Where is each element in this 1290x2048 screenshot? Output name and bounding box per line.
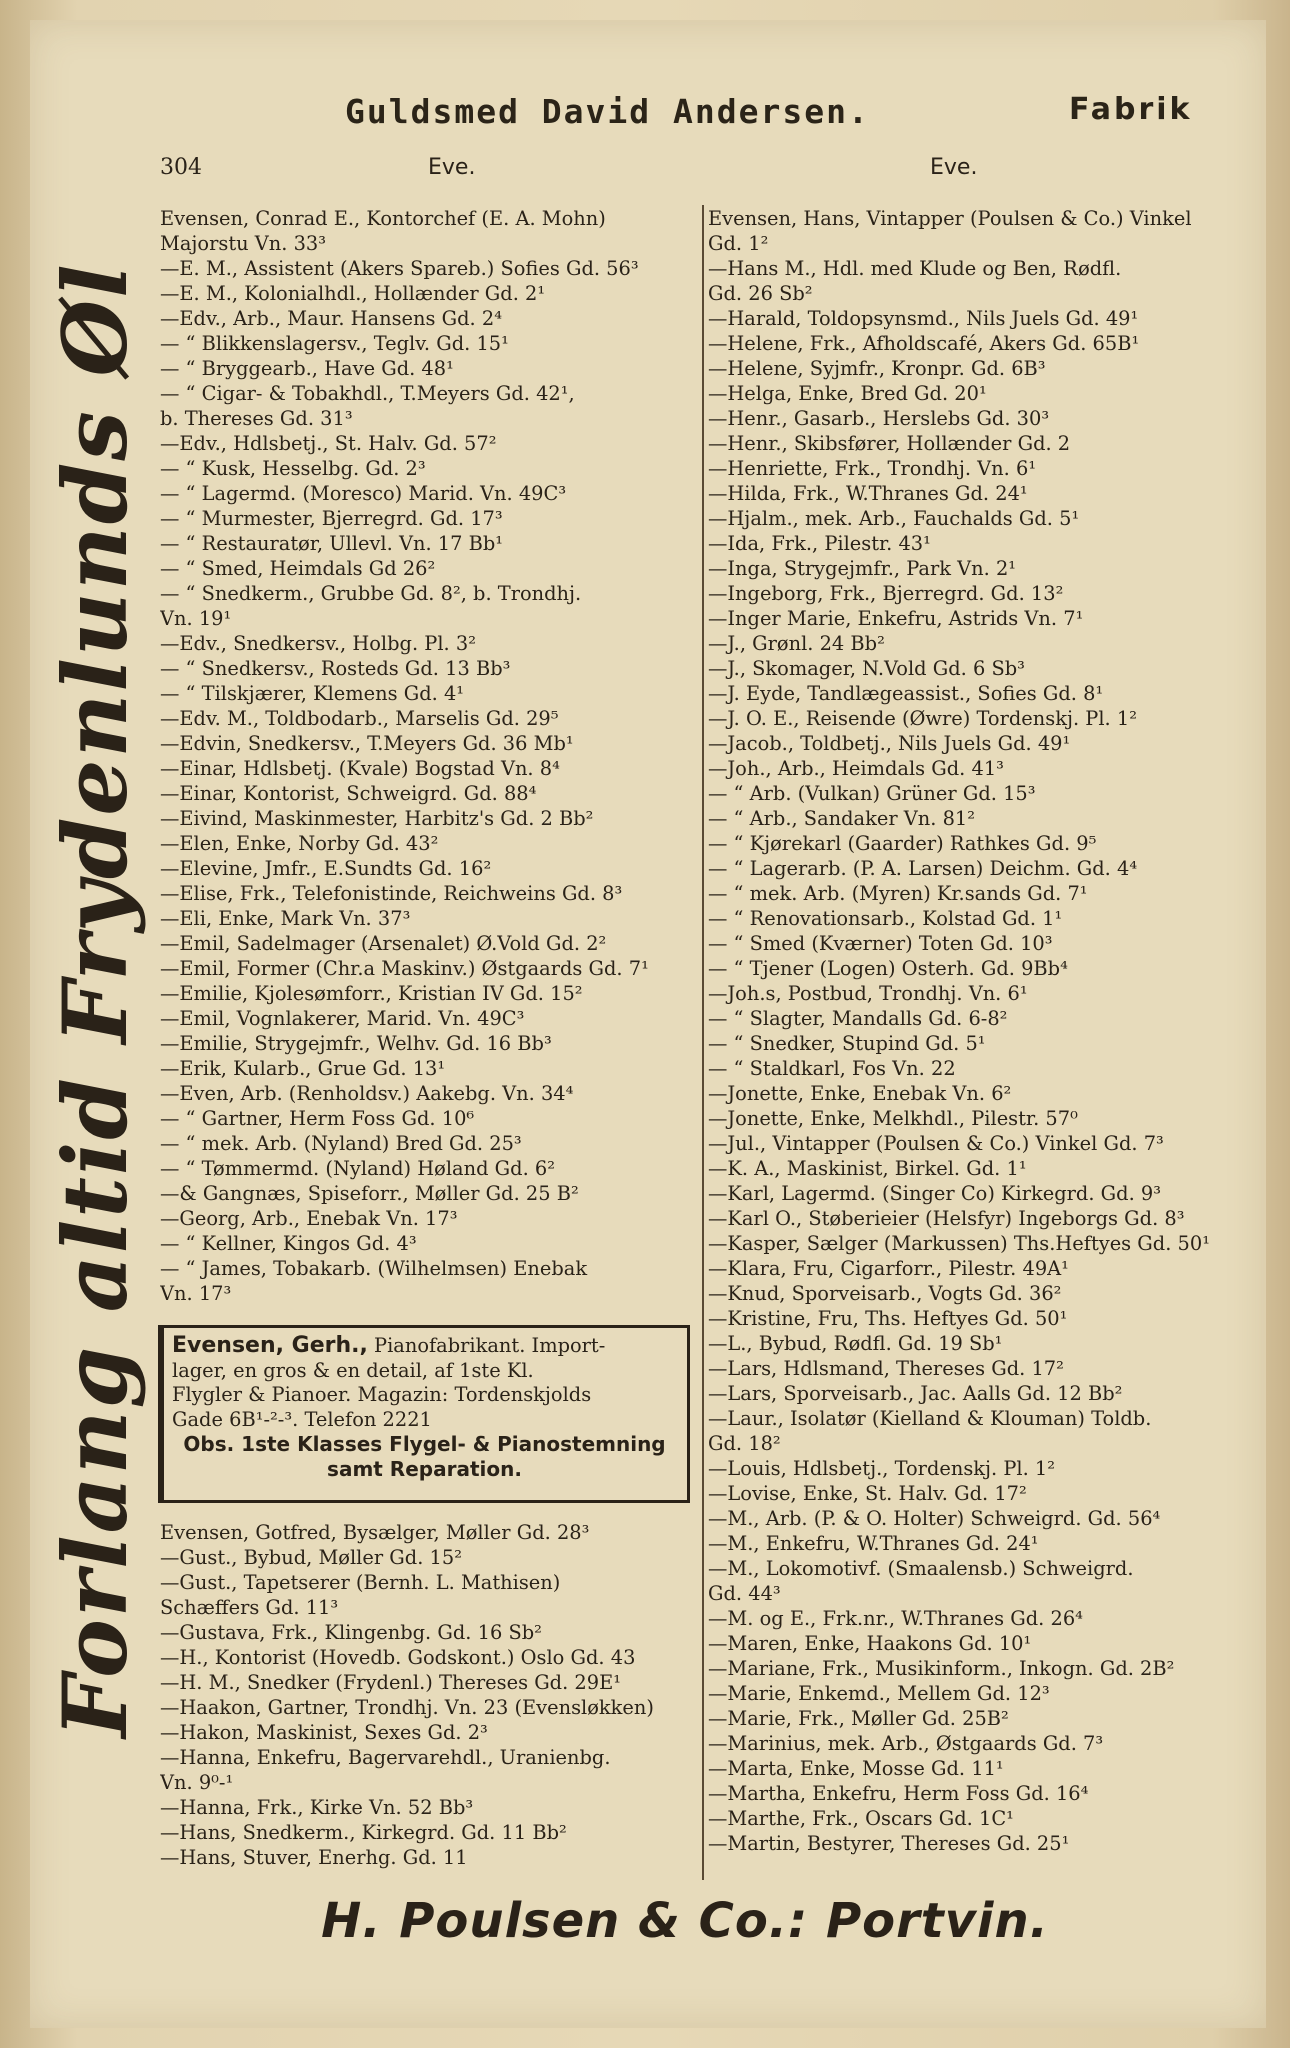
directory-entry: —Helene, Syjmfr., Kronpr. Gd. 6B³ <box>708 357 1046 380</box>
directory-entry: Schæffers Gd. 11³ <box>160 1596 339 1619</box>
directory-entry: — “ Snedkersv., Rosteds Gd. 13 Bb³ <box>160 657 511 680</box>
directory-entry: —J. Eyde, Tandlægeassist., Sofies Gd. 8¹ <box>708 682 1104 705</box>
directory-entry: b. Thereses Gd. 31³ <box>160 407 353 430</box>
ad-notice-1: Obs. 1ste Klasses Flygel- & Pianostemning <box>183 1432 666 1456</box>
header-advert-fabrik: Fabrik <box>1069 92 1193 127</box>
directory-entry: —Jonette, Enke, Enebak Vn. 6² <box>708 1082 1012 1105</box>
left-column <box>160 206 695 1306</box>
directory-entry: — “ Kusk, Hesselbg. Gd. 2³ <box>160 457 426 480</box>
directory-entry: Gd. 1² <box>708 232 769 255</box>
directory-entry: —M., Arb. (P. & O. Holter) Schweigrd. Gd. 56⁴ <box>708 1507 1161 1530</box>
directory-entry: — “ Renovationsarb., Kolstad Gd. 1¹ <box>708 907 1063 930</box>
directory-entry: —Joh.s, Postbud, Trondhj. Vn. 6¹ <box>708 982 1028 1005</box>
directory-entry: —Emil, Vognlakerer, Marid. Vn. 49C³ <box>160 1007 525 1030</box>
directory-entry: —J., Skomager, N.Vold Gd. 6 Sb³ <box>708 657 1025 680</box>
directory-entry: — “ Arb., Sandaker Vn. 81² <box>708 807 976 830</box>
directory-entry: —Laur., Isolatør (Kielland & Klouman) Toldb. <box>708 1407 1152 1430</box>
header-advertisement <box>345 92 1245 142</box>
directory-entry: — “ James, Tobakarb. (Wilhelmsen) Enebak <box>160 1257 588 1280</box>
directory-entry: Gd. 44³ <box>708 1582 781 1605</box>
directory-entry: Gd. 26 Sb² <box>708 282 813 305</box>
directory-entry: —Lovise, Enke, St. Halv. Gd. 17² <box>708 1482 1027 1505</box>
directory-entry: —Edv., Arb., Maur. Hansens Gd. 2⁴ <box>160 307 502 330</box>
ad-line-4: Gade 6B¹-²-³. Telefon 2221 <box>172 1407 432 1431</box>
directory-entry: —Emilie, Strygejmfr., Welhv. Gd. 16 Bb³ <box>160 1032 552 1055</box>
footer-advert-text: H. Poulsen & Co.: Portvin. <box>321 1893 1049 1949</box>
directory-entry: — “ Tilskjærer, Klemens Gd. 4¹ <box>160 682 465 705</box>
directory-entry: —Elen, Enke, Norby Gd. 43² <box>160 832 439 855</box>
directory-entry: —& Gangnæs, Spiseforr., Møller Gd. 25 B² <box>160 1182 579 1205</box>
running-head-right: Eve. <box>930 155 978 180</box>
directory-entry: — “ Restauratør, Ullevl. Vn. 17 Bb¹ <box>160 532 504 555</box>
directory-entry: — “ Murmester, Bjerregrd. Gd. 17³ <box>160 507 503 530</box>
directory-entry: Vn. 17³ <box>160 1282 232 1305</box>
directory-entry: —Henr., Skibsfører, Hollænder Gd. 2 <box>708 432 1071 455</box>
directory-entry: —Hilda, Frk., W.Thranes Gd. 24¹ <box>708 482 1028 505</box>
directory-entry: —Ida, Frk., Pilestr. 43¹ <box>708 532 931 555</box>
directory-entry: —Jonette, Enke, Melkhdl., Pilestr. 57⁰ <box>708 1107 1078 1130</box>
directory-entry: —Inger Marie, Enkefru, Astrids Vn. 7¹ <box>708 607 1084 630</box>
directory-entry: —Louis, Hdlsbetj., Tordenskj. Pl. 1² <box>708 1457 1056 1480</box>
ad-line-3: Flygler & Pianoer. Magazin: Tordenskjolds <box>172 1383 592 1406</box>
directory-entry: —Lars, Sporveisarb., Jac. Aalls Gd. 12 Bb² <box>708 1382 1123 1405</box>
directory-entry: — “ Kellner, Kingos Gd. 4³ <box>160 1232 417 1255</box>
ad-line-2: lager, en gros & en detail, af 1ste Kl. <box>172 1358 534 1382</box>
directory-entry: —H., Kontorist (Hovedb. Godskont.) Oslo Gd. 43 <box>160 1646 636 1669</box>
ad-notice-2: samt Reparation. <box>327 1457 522 1481</box>
directory-entry: —Harald, Toldopsynsmd., Nils Juels Gd. 49¹ <box>708 307 1139 330</box>
directory-entry: —Inga, Strygejmfr., Park Vn. 2¹ <box>708 557 1017 580</box>
directory-entry: —M. og E., Frk.nr., W.Thranes Gd. 26⁴ <box>708 1607 1083 1630</box>
directory-entry: — “ Smed (Kværner) Toten Gd. 10³ <box>708 932 1053 955</box>
directory-entry: —Kristine, Fru, Ths. Heftyes Gd. 50¹ <box>708 1307 1068 1330</box>
directory-entry: —Marthe, Frk., Oscars Gd. 1C¹ <box>708 1807 1014 1830</box>
directory-entry: — “ Arb. (Vulkan) Grüner Gd. 15³ <box>708 782 1036 805</box>
directory-entry: — “ Tømmermd. (Nyland) Høland Gd. 6² <box>160 1157 556 1180</box>
directory-entry: —Eivind, Maskinmester, Harbitz's Gd. 2 Bb² <box>160 807 594 830</box>
directory-entry: — “ Snedkerm., Grubbe Gd. 8², b. Trondhj. <box>160 582 582 605</box>
directory-entry: —J. O. E., Reisende (Øwre) Tordenskj. Pl. 1² <box>708 707 1137 730</box>
directory-entry: —Hanna, Enkefru, Bagervarehdl., Uranienbg. <box>160 1746 611 1769</box>
directory-entry: —Joh., Arb., Heimdals Gd. 41³ <box>708 757 1004 780</box>
directory-entry: —K. A., Maskinist, Birkel. Gd. 1¹ <box>708 1157 1027 1180</box>
directory-entry: —J., Grønl. 24 Bb² <box>708 632 885 655</box>
directory-entry: —Even, Arb. (Renholdsv.) Aakebg. Vn. 34⁴ <box>160 1082 574 1105</box>
footer-advertisement <box>0 1893 1290 1949</box>
directory-entry: —Haakon, Gartner, Trondhj. Vn. 23 (Evensløkken) <box>160 1696 654 1719</box>
directory-entry: —Henriette, Frk., Trondhj. Vn. 6¹ <box>708 457 1037 480</box>
header-advert-text: Guldsmed David Andersen. <box>345 92 870 131</box>
directory-entry: —H. M., Snedker (Frydenl.) Thereses Gd. 29E¹ <box>160 1671 622 1694</box>
directory-entry: —Gust., Bybud, Møller Gd. 15² <box>160 1546 462 1569</box>
directory-entry: —M., Enkefru, W.Thranes Gd. 24¹ <box>708 1532 1039 1555</box>
directory-entry: —Emilie, Kjolesømforr., Kristian IV Gd. 15² <box>160 982 583 1005</box>
directory-entry: —Edv. M., Toldbodarb., Marselis Gd. 29⁵ <box>160 707 559 730</box>
directory-entry: —Jul., Vintapper (Poulsen & Co.) Vinkel Gd. 7³ <box>708 1132 1164 1155</box>
directory-entry: — “ mek. Arb. (Nyland) Bred Gd. 25³ <box>160 1132 522 1155</box>
directory-entry: —Martha, Enkefru, Herm Foss Gd. 16⁴ <box>708 1782 1089 1805</box>
ad-line-1-rest: Pianofabrikant. Import- <box>367 1334 606 1357</box>
directory-entry: Evensen, Conrad E., Kontorchef (E. A. Mohn) <box>160 207 606 230</box>
directory-entry: Vn. 9⁰-¹ <box>160 1771 234 1794</box>
directory-entry: —Elise, Frk., Telefonistinde, Reichweins Gd. 8³ <box>160 882 623 905</box>
directory-entry: —Edv., Snedkersv., Holbg. Pl. 3² <box>160 632 476 655</box>
directory-entry: —Klara, Fru, Cigarforr., Pilestr. 49A¹ <box>708 1257 1069 1280</box>
directory-entry: Gd. 18² <box>708 1432 781 1455</box>
directory-entry: — “ Tjener (Logen) Osterh. Gd. 9Bb⁴ <box>708 957 1068 980</box>
directory-entry: — “ Lagerarb. (P. A. Larsen) Deichm. Gd. 4⁴ <box>708 857 1138 880</box>
directory-entry: — “ Slagter, Mandalls Gd. 6-8² <box>708 1007 1008 1030</box>
directory-entry: —Knud, Sporveisarb., Vogts Gd. 36² <box>708 1282 1062 1305</box>
directory-entry: —Emil, Former (Chr.a Maskinv.) Østgaards Gd. 7¹ <box>160 957 649 980</box>
right-column <box>708 206 1268 1856</box>
directory-entry: — “ Cigar- & Tobakhdl., T.Meyers Gd. 42¹, <box>160 382 575 405</box>
directory-entry: —E. M., Kolonialhdl., Hollænder Gd. 2¹ <box>160 282 546 305</box>
directory-entry: —Helene, Frk., Afholdscafé, Akers Gd. 65B¹ <box>708 332 1140 355</box>
directory-entry: —Lars, Hdlsmand, Thereses Gd. 17² <box>708 1357 1064 1380</box>
directory-entry: Majorstu Vn. 33³ <box>160 232 327 255</box>
directory-entry: — “ mek. Arb. (Myren) Kr.sands Gd. 7¹ <box>708 882 1088 905</box>
directory-entry: —Marie, Frk., Møller Gd. 25B² <box>708 1707 1009 1730</box>
directory-entry: — “ Gartner, Herm Foss Gd. 10⁶ <box>160 1107 475 1130</box>
left-column-bottom <box>160 1520 695 1870</box>
directory-entry: —Hjalm., mek. Arb., Fauchalds Gd. 5¹ <box>708 507 1080 530</box>
directory-entry: —Hanna, Frk., Kirke Vn. 52 Bb³ <box>160 1796 474 1819</box>
directory-entry: —Gustava, Frk., Klingenbg. Gd. 16 Sb² <box>160 1621 542 1644</box>
directory-entry: —Jacob., Toldbetj., Nils Juels Gd. 49¹ <box>708 732 1071 755</box>
directory-entry: —Georg, Arb., Enebak Vn. 17³ <box>160 1207 458 1230</box>
directory-entry: —Ingeborg, Frk., Bjerregrd. Gd. 13² <box>708 582 1064 605</box>
directory-entry: —Emil, Sadelmager (Arsenalet) Ø.Vold Gd. 2² <box>160 932 607 955</box>
directory-entry: —E. M., Assistent (Akers Spareb.) Sofies Gd. 56³ <box>160 257 639 280</box>
directory-entry: —Hakon, Maskinist, Sexes Gd. 2³ <box>160 1721 488 1744</box>
directory-entry: —Marie, Enkemd., Mellem Gd. 12³ <box>708 1682 1050 1705</box>
directory-entry: —M., Lokomotivf. (Smaalensb.) Schweigrd. <box>708 1557 1134 1580</box>
directory-entry: — “ Lagermd. (Moresco) Marid. Vn. 49C³ <box>160 482 567 505</box>
directory-entry: —Marinius, mek. Arb., Østgaards Gd. 7³ <box>708 1732 1104 1755</box>
directory-entry: —L., Bybud, Rødfl. Gd. 19 Sb¹ <box>708 1332 1003 1355</box>
directory-entry: —Hans M., Hdl. med Klude og Ben, Rødfl. <box>708 257 1122 280</box>
directory-entry: —Marta, Enke, Mosse Gd. 11¹ <box>708 1757 1004 1780</box>
directory-entry: —Einar, Hdlsbetj. (Kvale) Bogstad Vn. 8⁴ <box>160 757 560 780</box>
directory-entry: —Kasper, Sælger (Markussen) Ths.Heftyes Gd. 50¹ <box>708 1232 1210 1255</box>
directory-entry: —Hans, Stuver, Enerhg. Gd. 11 <box>160 1846 468 1869</box>
page-number: 304 <box>160 155 202 180</box>
directory-entry: —Gust., Tapetserer (Bernh. L. Mathisen) <box>160 1571 561 1594</box>
directory-entry: — “ Blikkenslagersv., Teglv. Gd. 15¹ <box>160 332 509 355</box>
directory-entry: —Eli, Enke, Mark Vn. 37³ <box>160 907 411 930</box>
directory-entry: —Einar, Kontorist, Schweigrd. Gd. 88⁴ <box>160 782 537 805</box>
directory-entry: —Helga, Enke, Bred Gd. 20¹ <box>708 382 987 405</box>
directory-entry: —Edv., Hdlsbetj., St. Halv. Gd. 57² <box>160 432 497 455</box>
directory-entry: — “ Bryggearb., Have Gd. 48¹ <box>160 357 454 380</box>
side-advert-text: Forlang altid Frydenlunds Øl <box>43 262 147 1738</box>
directory-entry: Vn. 19¹ <box>160 607 232 630</box>
directory-entry: —Mariane, Frk., Musikinform., Inkogn. Gd. 2B² <box>708 1657 1175 1680</box>
directory-entry: —Maren, Enke, Haakons Gd. 10¹ <box>708 1632 1032 1655</box>
piano-advertisement-box <box>158 1325 690 1503</box>
directory-entry: — “ Snedker, Stupind Gd. 5¹ <box>708 1032 986 1055</box>
directory-entry: Evensen, Hans, Vintapper (Poulsen & Co.) Vinkel <box>708 207 1192 230</box>
directory-entry: Evensen, Gotfred, Bysælger, Møller Gd. 28³ <box>160 1521 590 1544</box>
running-head-left: Eve. <box>428 155 476 180</box>
ad-title: Evensen, Gerh., <box>172 1333 368 1358</box>
column-divider <box>702 205 704 1880</box>
directory-entry: — “ Smed, Heimdals Gd 26² <box>160 557 436 580</box>
directory-entry: —Edvin, Snedkersv., T.Meyers Gd. 36 Mb¹ <box>160 732 574 755</box>
directory-entry: —Erik, Kularb., Grue Gd. 13¹ <box>160 1057 446 1080</box>
directory-entry: — “ Staldkarl, Fos Vn. 22 <box>708 1057 956 1080</box>
side-advertisement <box>40 262 150 1738</box>
directory-entry: —Martin, Bestyrer, Thereses Gd. 25¹ <box>708 1832 1070 1855</box>
directory-entry: —Karl, Lagermd. (Singer Co) Kirkegrd. Gd. 9³ <box>708 1182 1162 1205</box>
ad-line-1 <box>172 1334 677 1359</box>
directory-entry: —Hans, Snedkerm., Kirkegrd. Gd. 11 Bb² <box>160 1821 567 1844</box>
directory-entry: — “ Kjørekarl (Gaarder) Rathkes Gd. 9⁵ <box>708 832 1097 855</box>
directory-entry: —Henr., Gasarb., Herslebs Gd. 30³ <box>708 407 1050 430</box>
directory-entry: —Karl O., Støberieier (Helsfyr) Ingeborgs Gd. 8³ <box>708 1207 1185 1230</box>
directory-entry: —Elevine, Jmfr., E.Sundts Gd. 16² <box>160 857 492 880</box>
